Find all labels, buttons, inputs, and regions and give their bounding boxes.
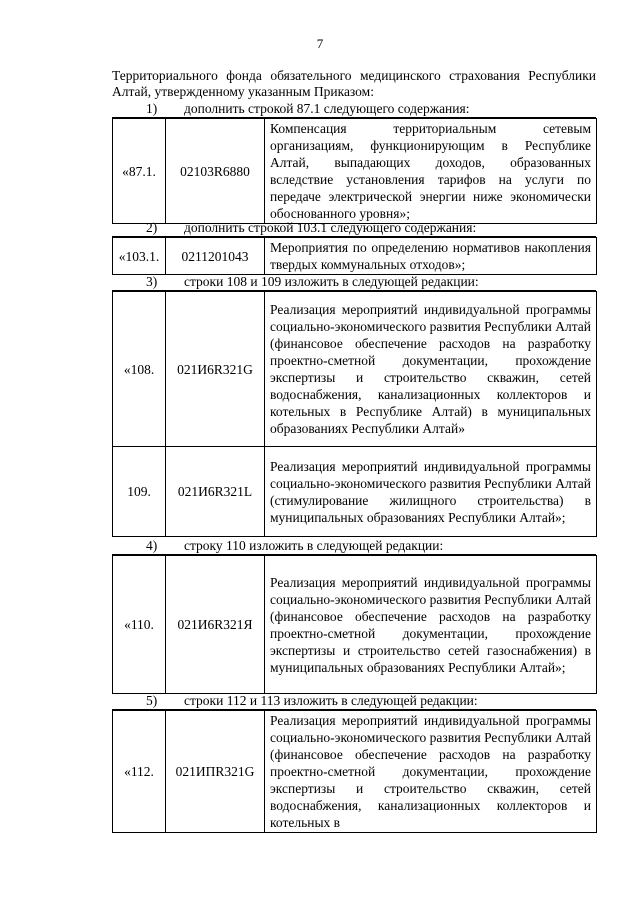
row-code: 02103R6880 [166, 119, 265, 224]
table-row-87-1 [112, 118, 597, 224]
row-code: 0211201043 [166, 238, 265, 275]
row-number: «112. [113, 711, 166, 833]
row-code: 021И6R321Я [166, 556, 265, 694]
item-number: 4) [146, 538, 158, 553]
amendment-item-5 [112, 693, 596, 710]
item-text: строки 112 и 113 изложить в следующей редакции: [184, 693, 478, 708]
table-row-108 [113, 292, 597, 447]
row-number: «103.1. [113, 238, 166, 275]
row-description: Реализация мероприятий индивидуальной программы социально-экономического развития Республики Алтай (финансовое обеспечение расходов на разработку проектно-сметной документации, прохождение экспертизы и строительство скважин, сетей водоснабжения, канализационных коллекторов и котельных в [265, 711, 597, 833]
item-text: дополнить строкой 103.1 следующего содержания: [184, 220, 477, 235]
row-description: Мероприятия по определению нормативов накопления твердых коммунальных отходов»; [265, 238, 597, 275]
row-description: Реализация мероприятий индивидуальной программы социально-экономического развития Республики Алтай (финансовое обеспечение расходов на разработку проектно-сметной документации, прохождение экспертизы и строительство сетей газоснабжения) в муниципальных образованиях Республики Алтай»; [265, 556, 597, 694]
amendment-item-2 [112, 220, 596, 237]
row-code: 021ИПR321G [166, 711, 265, 833]
item-number: 5) [146, 693, 158, 708]
row-description: Компенсация территориальным сетевым организациям, функционирующим в Республике Алтай, выпадающих доходов, образованных вследствие установления тарифов на услуги по передаче электрической энергии ниже экономически обоснованного уровня»; [265, 119, 597, 224]
row-code: 021И6R321G [166, 292, 265, 447]
item-text: строку 110 изложить в следующей редакции: [184, 538, 444, 553]
row-code: 021И6R321L [166, 447, 265, 537]
table-row-110 [112, 555, 597, 694]
row-number: 109. [113, 447, 166, 537]
item-number: 1) [146, 101, 158, 116]
row-description: Реализация мероприятий индивидуальной программы социально-экономического развития Республики Алтай (финансовое обеспечение расходов на разработку проектно-сметной документации, прохождение экспертизы и строительство скважин, сетей водоснабжения, канализационных коллекторов и котельных в Республике Алтай) в муниципальных образованиях Республики Алтай» [265, 292, 597, 447]
item-text: дополнить строкой 87.1 следующего содержания: [184, 101, 470, 116]
item-number: 2) [146, 220, 158, 235]
amendment-item-3 [112, 274, 596, 291]
intro-paragraph: Территориального фонда обязательного медицинского страхования Республики Алтай, утвержденному указанным Приказом: [112, 68, 596, 99]
table-row-109 [113, 447, 597, 537]
row-number: «87.1. [113, 119, 166, 224]
table-row-103-1 [112, 237, 597, 275]
row-description: Реализация мероприятий индивидуальной программы социально-экономического развития Республики Алтай (стимулирование жилищного строительства) в муниципальных образованиях Республики Алтай»; [265, 447, 597, 537]
amendment-item-1 [112, 101, 596, 118]
table-rows-108-109 [112, 291, 597, 537]
page-number: 7 [316, 36, 324, 51]
item-number: 3) [146, 274, 158, 289]
item-text: строки 108 и 109 изложить в следующей редакции: [184, 274, 479, 289]
table-row-112 [112, 710, 597, 833]
row-number: «108. [113, 292, 166, 447]
row-number: «110. [113, 556, 166, 694]
amendment-item-4 [112, 538, 596, 555]
